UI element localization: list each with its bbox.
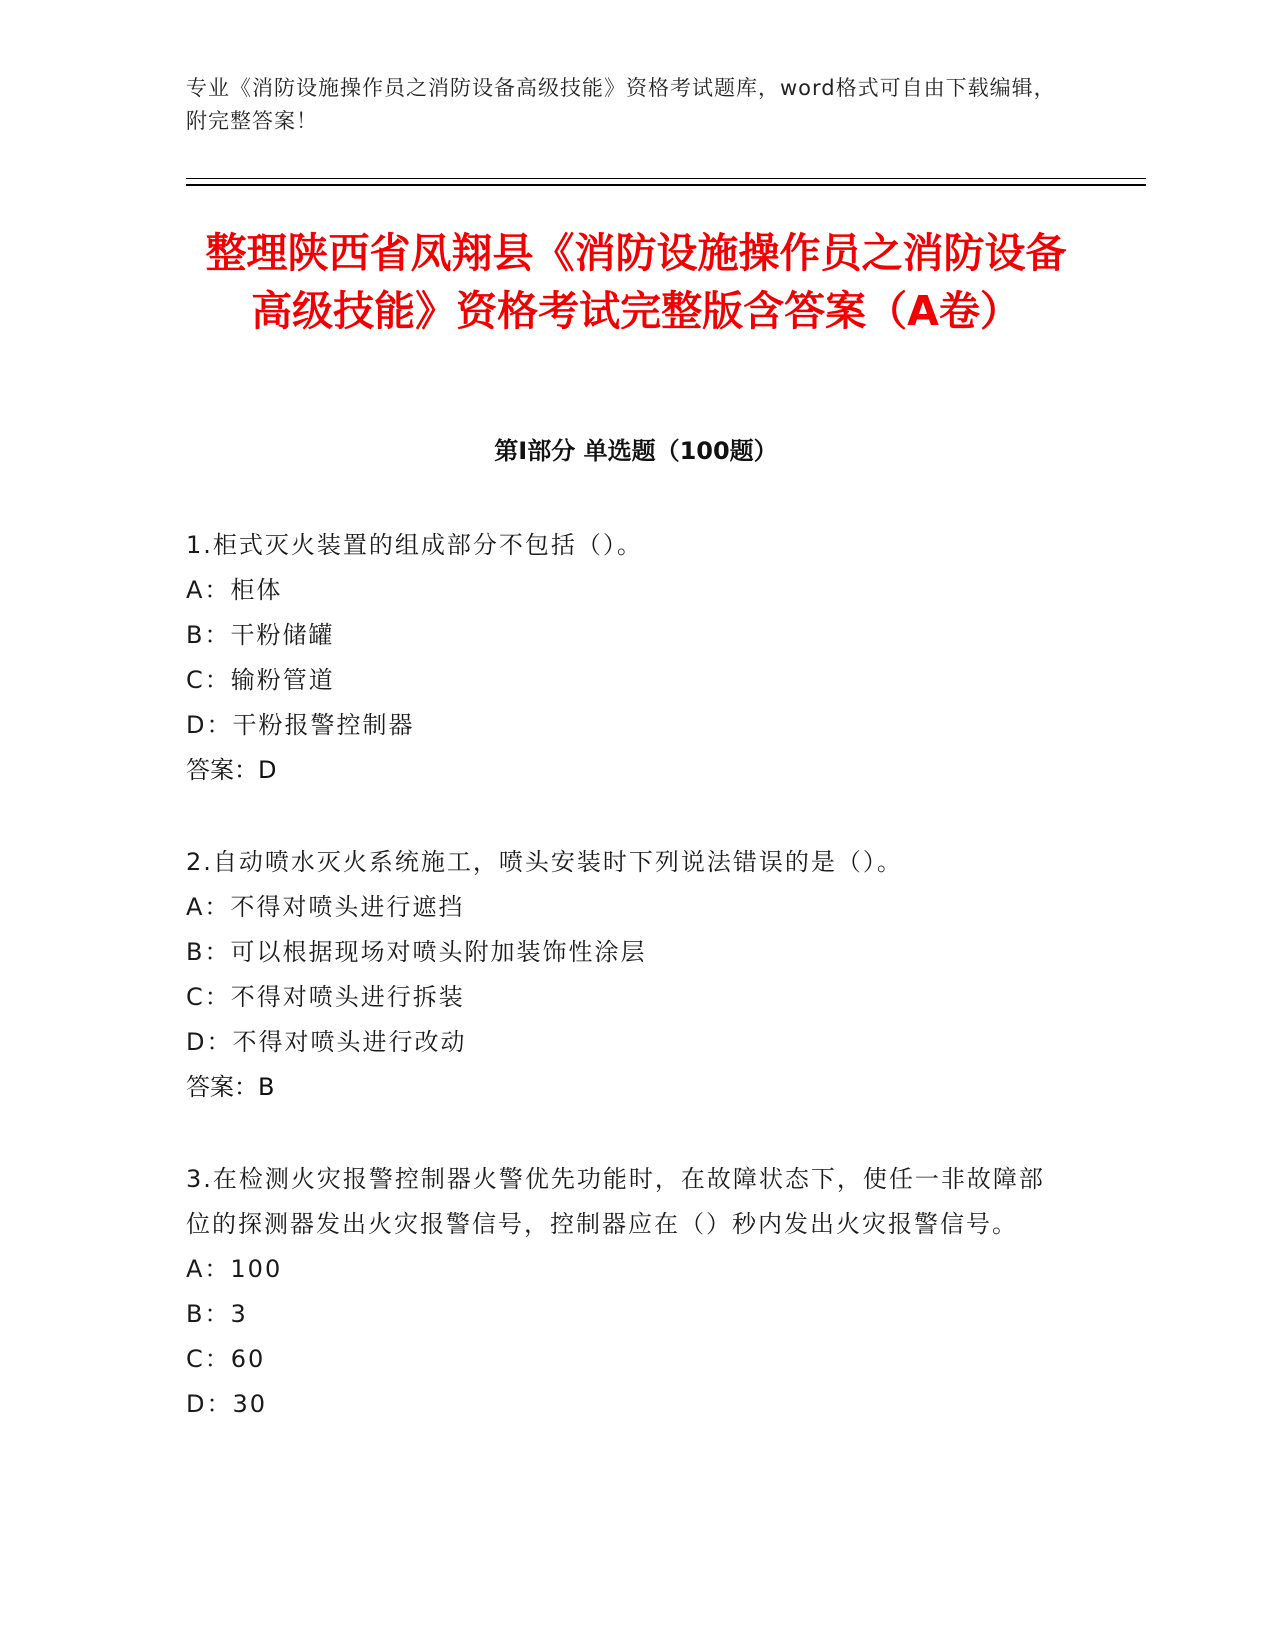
option-a: A：不得对喷头进行遮挡 (186, 893, 465, 921)
section-heading: 第I部分 单选题（100题） (494, 437, 778, 465)
answer: 答案：D (186, 756, 277, 784)
header-note: 专业《消防设施操作员之消防设备高级技能》资格考试题库，word格式可自由下载编辑，附完整答案！ (186, 76, 1056, 133)
header-divider-thick (186, 184, 1146, 186)
question-stem: 3.在检测火灾报警控制器火警优先功能时，在故障状态下，使任一非故障部位的探测器发出火灾报警信号，控制器应在（）秒内发出火灾报警信号。 (186, 1165, 1045, 1238)
answer: 答案：B (186, 1073, 275, 1101)
question-1 (186, 523, 1066, 793)
option-d: D：干粉报警控制器 (186, 711, 415, 739)
question-stem: 1.柜式灭火装置的组成部分不包括（）。 (186, 531, 643, 559)
option-a: A：100 (186, 1255, 283, 1283)
document-title: 整理陕西省凤翔县《消防设施操作员之消防设备高级技能》资格考试完整版含答案（A卷） (205, 229, 1067, 335)
option-c: C：不得对喷头进行拆装 (186, 983, 465, 1011)
option-a: A：柜体 (186, 576, 283, 604)
option-b: B：干粉储罐 (186, 621, 335, 649)
question-3 (186, 1157, 1066, 1427)
question-2 (186, 840, 1066, 1110)
header-divider-thin (186, 178, 1146, 179)
option-c: C：60 (186, 1345, 266, 1373)
option-b: B：可以根据现场对喷头附加装饰性涂层 (186, 938, 647, 966)
option-d: D：30 (186, 1390, 268, 1418)
option-d: D：不得对喷头进行改动 (186, 1028, 467, 1056)
option-b: B：3 (186, 1300, 248, 1328)
option-c: C：输粉管道 (186, 666, 335, 694)
question-stem: 2.自动喷水灭火系统施工，喷头安装时下列说法错误的是（）。 (186, 848, 903, 876)
